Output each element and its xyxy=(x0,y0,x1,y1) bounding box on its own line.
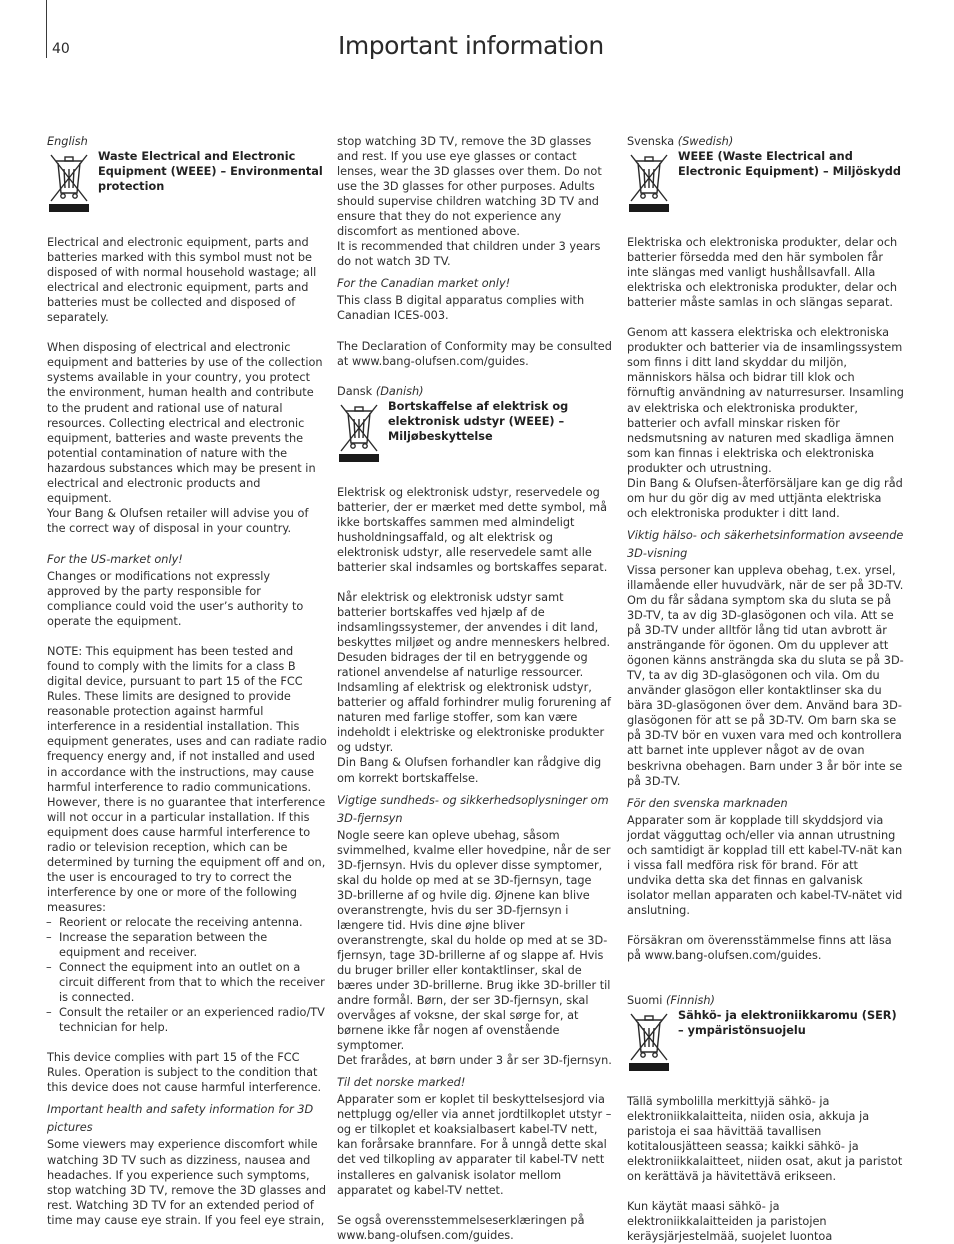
paragraph: When disposing of electrical and electronic equipment and batteries by use of the collection systems available in your country, you protect the environment, human health and contribute to the prudent and rational use of natural resources. Collecting electrical and electronic equipment, batteries and waste prevents the potential contamination of nature with the hazardous substances which may be present in electrical and electronic products and equipment. xyxy=(47,341,323,505)
paragraph: Elektrisk og elektronisk udstyr, reservedele og batterier, der er mærket med dette symbol, må ikke bortskaffes sammen med almindeligt husholdningsaffald, og alt elektrisk og elektronisk udstyr, alle reservedele samt alle batterier skal indsamles og bortskaffes separat. xyxy=(337,485,608,574)
norwegian-market-heading: Til det norske marked! xyxy=(337,1076,466,1090)
paragraph: Genom att kassera elektriska och elektroniska produkter och batterier via de insamlingssystem som finns i ditt land skyddar du miljön, människors hälsa och bidrar till klok och förnuftig användning av naturresurser. Insamling av elektriska och elektroniska produkter, batterier och avfall minskar risken för nedsmutsning av naturen med skadliga ämnen som kan finnas i elektriska och elektroniska produkter och utrustning. xyxy=(627,326,904,475)
us-market-heading: For the US-market only! xyxy=(47,552,183,566)
paragraph: The Declaration of Conformity may be consulted at www.bang-olufsen.com/guides. xyxy=(337,339,612,368)
weee-block-finnish xyxy=(627,1008,905,1072)
paragraph: It is recommended that children under 3 years do not watch 3D TV. xyxy=(337,240,601,269)
language-heading-finnish: Suomi (Finnish) xyxy=(627,994,715,1008)
crossed-bin-icon xyxy=(627,149,673,213)
page-title: Important information xyxy=(338,31,604,60)
paragraph: Your Bang & Olufsen retailer will advise you of the correct way of disposal in your country. xyxy=(47,506,309,535)
paragraph: Apparater som är kopplade till skyddsjord via jordat vägguttag och/eller via annan utrustning och samtidigt är kopplad till ett kabel-TV-nät kan i vissa fall medföra risk för brand. För att undvika detta ska det finnas en galvanisk isolator mellan apparaten och kabel-TV-nätet vid anslutning. xyxy=(627,813,903,917)
canadian-market-heading: For the Canadian market only! xyxy=(337,277,511,291)
paragraph: NOTE: This equipment has been tested and found to comply with the limits for a class B digital device, pursuant to part 15 of the FCC Rules. These limits are designed to provide reasonable protection against harmful interference in a residential installation. This equipment generates, uses and can radiate radio frequency energy and, if not installed and used in accordance with the instructions, may cause harmful interference to radio communications. However, there is no guarantee that interference will not occur in a particular installation. If this equipment does cause harmful interference to radio or television reception, which can be determined by turning the equipment off and on, the user is encouraged to try to correct the interference by one or more of the following measures: xyxy=(47,645,327,914)
paragraph: Når elektrisk og elektronisk udstyr samt batterier bortskaffes ved hjælp af de indsamlingssystemer, der anvendes i dit land, beskyttes miljøet og andre menneskers helbred. Desuden bidrages der til en betryggende og rationel anvendelse af naturlige ressourcer. Indsamling af elektrisk og elektronisk udstyr, batterier og affald forhindrer mulig forurening af naturen med farlige stoffer, som kan være indeholdt i elektriske og elektroniske produkter og udstyr. xyxy=(337,590,611,755)
column-3 xyxy=(627,134,905,1244)
column-2 xyxy=(337,134,615,1243)
weee-title: Waste Electrical and Electronic Equipment (WEEE) – Environmental protection xyxy=(98,150,323,194)
crossed-bin-icon xyxy=(47,149,93,213)
paragraph: Elektriska och elektroniska produkter, delar och batterier försedda med den här symbolen får inte slängas med vanligt hushållsavfall. Alla elektriska och elektroniska produkter, delar och batterier måste samlas in och slängas separat. xyxy=(627,236,898,310)
crossed-bin-icon xyxy=(627,1008,673,1072)
paragraph: Some viewers may experience discomfort while watching 3D TV such as dizziness, nausea and headaches. If you experience such symptoms, stop watching 3D TV, remove the 3D glasses and rest. Watching 3D TV for an extended period of time may cause eye strain. If you feel eye strain, xyxy=(47,1138,327,1227)
column-1 xyxy=(47,134,327,1228)
health-safety-heading: Important health and safety information for 3D pictures xyxy=(47,1103,314,1135)
crossed-bin-icon xyxy=(337,399,383,463)
header-rule xyxy=(46,0,47,58)
paragraph: Din Bang & Olufsen forhandler kan rådgive dig om korrekt bortskaffelse. xyxy=(337,756,602,785)
weee-block-swedish xyxy=(627,149,905,213)
paragraph: Se også overensstemmelseserklæringen på www.bang-olufsen.com/guides. xyxy=(337,1213,585,1242)
paragraph: This device complies with part 15 of the FCC Rules. Operation is subject to the condition that this device does not cause harmful interference. xyxy=(47,1051,322,1095)
language-heading-swedish: Svenska (Swedish) xyxy=(627,135,734,148)
paragraph: Din Bang & Olufsen-återförsäljare kan ge dig råd om hur du gör dig av med uttjänta elektriska och elektroniska produkter i ditt land. xyxy=(627,476,903,520)
paragraph: Apparater som er koplet til beskyttelsesjord via nettplugg og/eller via annet jordtilkoplet utstyr – og er tilkoplet et koaksialbasert kabel-TV nett, kan forårsake brannfare. For å unngå dette skal det ved tilkopling av apparater til kabel-TV nett installeres en galvanisk isolator mellom apparatet og kabel-TV nettet. xyxy=(337,1093,612,1197)
language-heading-danish: Dansk (Danish) xyxy=(337,384,424,398)
swedish-market-heading: För den svenska marknaden xyxy=(627,796,788,810)
paragraph: Tällä symbolilla merkittyjä sähkö- ja elektroniikkalaitteita, niiden osia, akkuja ja paristoja ei saa hävittää tavallisen kotitalousjätteen seassa; kaikki sähkö- ja elektroniikkalaitteet, niiden osat, akut ja paristot on kerättävä ja hävitettävä erikseen. xyxy=(627,1095,903,1184)
weee-title: WEEE (Waste Electrical and Electronic Equipment) – Miljöskydd xyxy=(678,150,901,179)
weee-title: Sähkö- ja elektroniikkaromu (SER) – ympäristönsuojelu xyxy=(678,1009,897,1038)
page-number: 40 xyxy=(52,41,70,57)
weee-block-english xyxy=(47,149,327,213)
list-item: – Reorient or relocate the receiving antenna. xyxy=(47,915,327,930)
weee-title: Bortskaffelse af elektrisk og elektronisk udstyr (WEEE) – Miljøbeskyttelse xyxy=(388,399,569,443)
paragraph: Försäkran om överensstämmelse finns att läsa på www.bang-olufsen.com/guides. xyxy=(627,933,892,962)
list-item: – Connect the equipment into an outlet on a circuit different from that to which the receiver is connected. xyxy=(47,960,327,1005)
paragraph: Changes or modifications not expressly approved by the party responsible for compliance could void the user’s authority to operate the equipment. xyxy=(47,569,304,629)
paragraph: stop watching 3D TV, remove the 3D glasses and rest. If you use eye glasses or contact lenses, wear the 3D glasses over them. Do not use the 3D glasses for other purposes. Adults should supervise children watching 3D TV and ensure that they do not experience any discomfort as mentioned above. xyxy=(337,135,602,239)
paragraph: Nogle seere kan opleve ubehag, såsom svimmelhed, kvalme eller hovedpine, når de ser 3D-fjernsyn. Hvis du oplever disse symptomer, skal du holde op med at se 3D-fjernsyn, tage 3D-brillerne af og hvile dig. Øjnene kan blive overanstrengte, hvis du ser 3D-fjernsyn i længere tid. Hvis dine øjne bliver overanstrengte, skal du holde op med at se 3D-fjernsyn, tage 3D-brillerne af og slappe af. Hvis du bruger briller eller kontaktlinser, skal de bæres under 3D-brillerne. Brug ikke 3D-briller til andre formål. Børn, der ser 3D-fjernsyn, skal overvåges af voksne, der skal sørge for, at børnene ikke får nogen af ovenstående symptomer. xyxy=(337,828,611,1053)
list-item: – Increase the separation between the equipment and receiver. xyxy=(47,930,327,960)
language-heading-english: English xyxy=(47,135,88,148)
paragraph: Det frarådes, at børn under 3 år ser 3D-fjernsyn. xyxy=(337,1054,612,1068)
health-safety-heading: Viktig hälso- och säkerhetsinformation avseende 3D-visning xyxy=(627,528,904,560)
paragraph: Vissa personer kan uppleva obehag, t.ex. yrsel, illamående eller huvudvärk, när de ser på 3D-TV. Om du får sådana symptom ska du sluta se på 3D-TV, ta av dig 3D-glasögonen och vila. Att se på 3D-TV under alltför lång tid utan avbrott är ansträngande för ögonen. Om du upplever att ögonen känns ansträngda ska du sluta se på 3D-TV, ta av dig 3D-glasögonen och vila. Om du använder glasögon eller kontaktlinser ska du bära 3D-glasögonen över dem. Använd bara 3D-glasögonen för att se på 3D-TV. Om barn ska se på 3D-TV bör en vuxen vara med och kontrollera att barnet inte upplever något av de ovan beskrivna obehagen. Barn under 3 år bör inte se på 3D-TV. xyxy=(627,563,904,788)
weee-block-danish xyxy=(337,399,615,463)
health-safety-heading: Vigtige sundheds- og sikkerhedsoplysninger om 3D-fjernsyn xyxy=(337,793,609,825)
paragraph: This class B digital apparatus complies with Canadian ICES-003. xyxy=(337,294,585,323)
paragraph: Electrical and electronic equipment, parts and batteries marked with this symbol must not be disposed of with normal household wastage; all electrical and electronic equipment, parts and batteries must be collected and disposed of separately. xyxy=(47,236,317,325)
list-item: – Consult the retailer or an experienced radio/TV technician for help. xyxy=(47,1005,327,1035)
paragraph: Kun käytät maasi sähkö- ja elektroniikkalaitteiden ja paristojen keräysjärjestelmää, suojelet luontoa xyxy=(627,1200,833,1244)
